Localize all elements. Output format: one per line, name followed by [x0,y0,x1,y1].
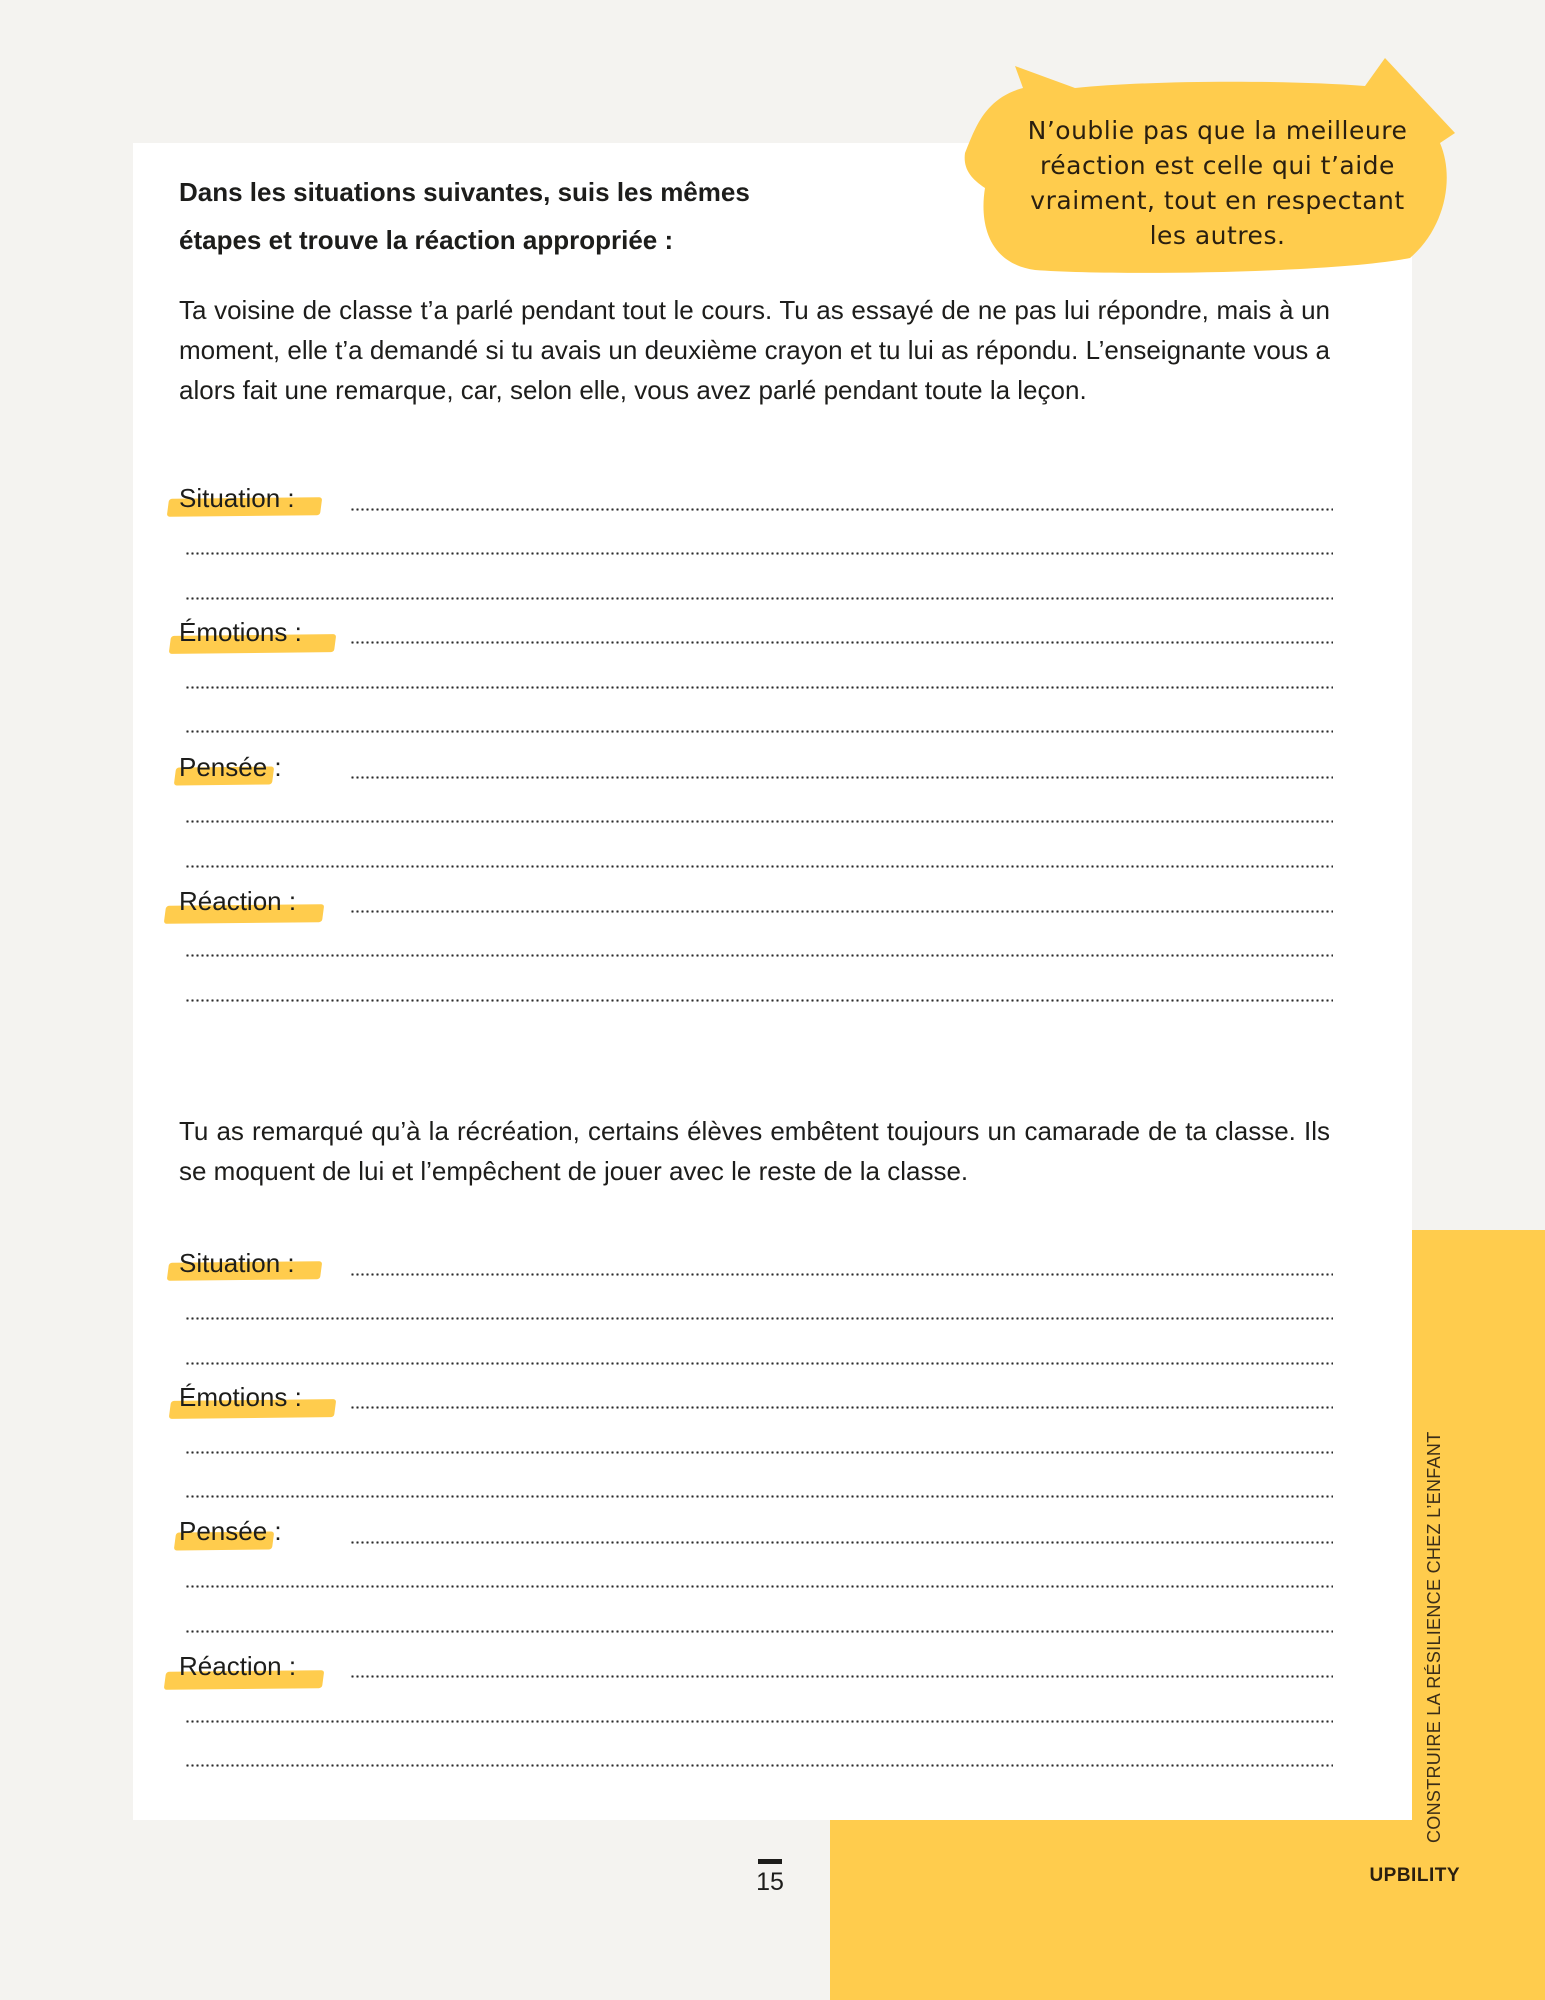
tip-line: les autres. [1149,221,1286,250]
answer-line-emotions-2[interactable] [350,1406,1333,1409]
answer-line-reaction-1[interactable] [350,910,1333,913]
scenario-2-text: Tu as remarqué qu’à la récréation, certains élèves embêtent toujours un camarade de ta classe. Ils se moquent de lui et l’empêchent de jouer avec le reste de la classe. [179,1116,1330,1186]
label-situation-1: Situation : [179,483,295,513]
brand-logo-text: UPBILITY [1369,1865,1460,1886]
answer-line-emotions-2[interactable] [185,1451,1333,1454]
answer-line-emotions-1[interactable] [185,686,1333,689]
answer-line-situation-2[interactable] [185,1362,1333,1365]
page-number: 15 [756,1868,784,1896]
label-pensee-2: Pensée : [179,1516,282,1546]
label-emotions-2: Émotions : [179,1382,302,1412]
answer-line-reaction-2[interactable] [185,1764,1333,1767]
tip-line: N’oublie pas que la meilleure [1027,116,1408,145]
running-title: CONSTRUIRE LA RÉSILIENCE CHEZ L’ENFANT [1424,1431,1444,1843]
answer-line-pensee-2[interactable] [350,1541,1333,1544]
answer-line-reaction-1[interactable] [185,954,1333,957]
answer-line-pensee-2[interactable] [185,1630,1333,1633]
answer-line-situation-1[interactable] [185,552,1333,555]
page-number-bar [758,1859,782,1864]
label-reaction-1: Réaction : [179,886,297,916]
instructions-line: Dans les situations suivantes, suis les mêmes [179,177,750,207]
tip-note [955,58,1480,278]
label-reaction-2: Réaction : [179,1651,297,1681]
answer-line-pensee-2[interactable] [185,1585,1333,1588]
scenario-1-text: Ta voisine de classe t’a parlé pendant tout le cours. Tu as essayé de ne pas lui répondre, mais à un moment, elle t’a demandé si tu avais un deuxième crayon et tu lui as répondu. L’enseignante vous a alors fait une remarque, car, selon elle, vous avez parlé pendant toute la leçon. [179,295,1330,405]
answer-line-emotions-1[interactable] [350,641,1333,644]
instructions-line: étapes et trouve la réaction appropriée : [179,225,674,255]
answer-line-emotions-1[interactable] [185,730,1333,733]
answer-line-emotions-2[interactable] [185,1495,1333,1498]
answer-line-reaction-1[interactable] [185,999,1333,1002]
tip-line: réaction est celle qui t’aide [1040,151,1395,180]
decorative-yellow-block-bottom [830,1820,1545,2000]
tip-line: vraiment, tout en respectant [1030,186,1405,215]
answer-line-reaction-2[interactable] [350,1675,1333,1678]
answer-line-pensee-1[interactable] [185,820,1333,823]
answer-line-reaction-2[interactable] [185,1720,1333,1723]
answer-line-situation-1[interactable] [350,508,1333,511]
answer-line-pensee-1[interactable] [350,776,1333,779]
label-situation-2: Situation : [179,1248,295,1278]
answer-line-pensee-1[interactable] [185,865,1333,868]
tip-note-text [1015,113,1420,253]
answer-line-situation-2[interactable] [350,1273,1333,1276]
label-pensee-1: Pensée : [179,752,282,782]
label-emotions-1: Émotions : [179,617,302,647]
answer-line-situation-2[interactable] [185,1317,1333,1320]
instructions-heading [179,168,799,264]
answer-line-situation-1[interactable] [185,597,1333,600]
